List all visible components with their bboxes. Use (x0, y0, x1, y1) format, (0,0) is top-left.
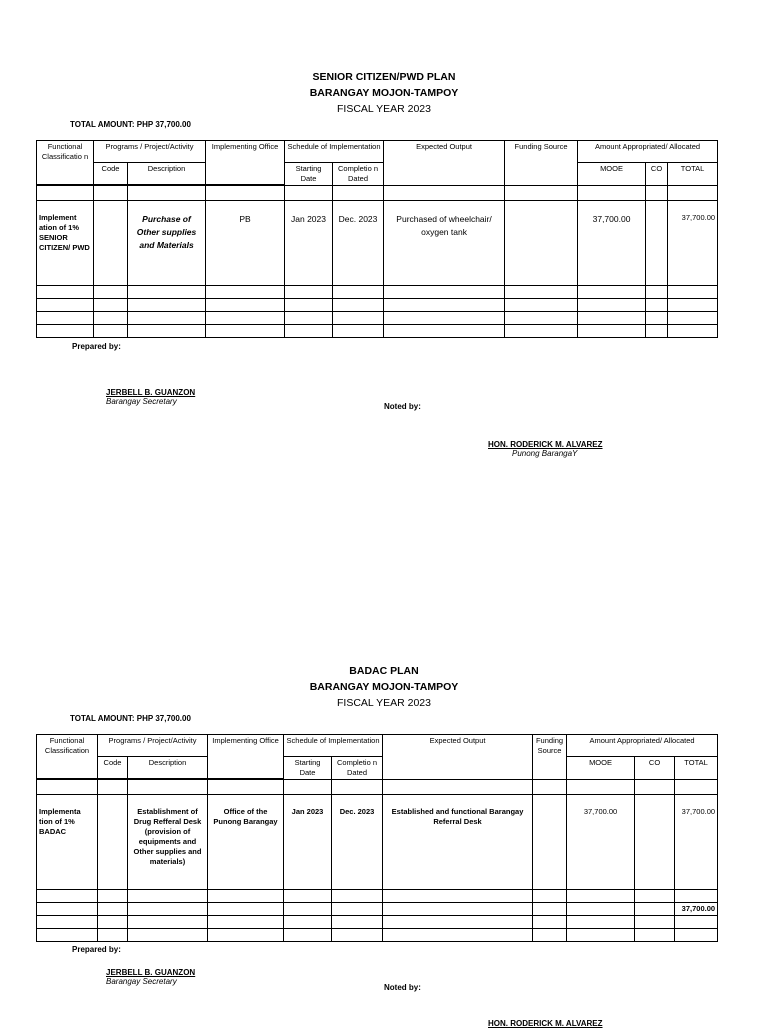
empty-cell (206, 312, 285, 325)
plan-table (36, 140, 718, 338)
row-output: Established and functional Barangay Referral Desk (383, 795, 533, 890)
row-description: Purchase of Other supplies and Materials (128, 201, 206, 286)
row-office: PB (206, 201, 285, 286)
empty-cell (505, 299, 578, 312)
empty-cell (668, 186, 718, 201)
empty-cell (384, 286, 505, 299)
empty-cell (284, 929, 332, 942)
empty-cell (37, 780, 98, 795)
empty-cell (128, 299, 206, 312)
empty-cell (98, 780, 128, 795)
empty-cell (646, 186, 668, 201)
empty-cell (208, 903, 284, 916)
empty-cell (94, 312, 128, 325)
preparer-title: Barangay Secretary (106, 977, 177, 986)
row-funding (505, 201, 578, 286)
empty-cell (383, 780, 533, 795)
row-co (635, 795, 675, 890)
row-funding (533, 795, 567, 890)
empty-cell (284, 903, 332, 916)
empty-cell (98, 916, 128, 929)
empty-cell (332, 780, 383, 795)
empty-cell (285, 299, 333, 312)
header-total: TOTAL (668, 163, 718, 186)
row-total: 37,700.00 (675, 795, 718, 890)
empty-cell (383, 929, 533, 942)
empty-cell (646, 325, 668, 338)
table-row (37, 201, 718, 286)
empty-cell (384, 299, 505, 312)
noter-name: HON. RODERICK M. ALVAREZ (488, 1019, 603, 1028)
empty-cell (208, 780, 284, 795)
empty-cell (285, 186, 333, 201)
empty-cell (128, 325, 206, 338)
header-mooe: MOOE (578, 163, 646, 186)
row-code (94, 201, 128, 286)
preparer-name: JERBELL B. GUANZON (106, 968, 196, 977)
empty-cell (128, 186, 206, 201)
prepared-by-label: Prepared by: (72, 342, 121, 351)
empty-cell (567, 916, 635, 929)
empty-cell (578, 286, 646, 299)
empty-cell (332, 890, 383, 903)
empty-cell (668, 325, 718, 338)
empty-cell (333, 186, 384, 201)
empty-cell (533, 929, 567, 942)
row-co (646, 201, 668, 286)
empty-cell (333, 312, 384, 325)
empty-cell (567, 890, 635, 903)
empty-cell (646, 286, 668, 299)
preparer-name: JERBELL B. GUANZON (106, 388, 196, 397)
empty-cell (333, 325, 384, 338)
header-code: Code (94, 163, 128, 185)
empty-cell (284, 780, 332, 795)
header-starting: Starting Date (284, 757, 332, 780)
empty-cell (384, 325, 505, 338)
row-code (98, 795, 128, 890)
empty-cell (128, 312, 206, 325)
empty-cell (208, 916, 284, 929)
header-mooe: MOOE (567, 757, 635, 780)
empty-cell (37, 929, 98, 942)
empty-cell (567, 929, 635, 942)
prepared-by-label: Prepared by: (72, 945, 121, 954)
noter-name: HON. RODERICK M. ALVAREZ (488, 440, 603, 449)
total-amount: TOTAL AMOUNT: PHP 37,700.00 (70, 120, 191, 129)
header-total: TOTAL (675, 757, 718, 780)
row-total: 37,700.00 (668, 201, 718, 286)
header-co: CO (646, 163, 668, 186)
empty-cell (37, 903, 98, 916)
plan-title: SENIOR CITIZEN/PWD PLAN BARANGAY MOJON-TAMPOY FISCAL YEAR 2023 (309, 71, 459, 115)
row-office: Office of the Punong Barangay (208, 795, 284, 890)
preparer-signature (106, 388, 195, 406)
header-code: Code (98, 757, 128, 779)
empty-cell (635, 780, 675, 795)
empty-cell (533, 890, 567, 903)
empty-cell (128, 286, 206, 299)
row-description: Establishment of Drug Refferal Desk (provision of equipments and Other supplies and materials) (128, 795, 208, 890)
header-expected: Expected Output (384, 141, 505, 186)
empty-cell (578, 186, 646, 201)
noter-signature (488, 440, 603, 458)
empty-cell (578, 325, 646, 338)
preparer-signature (106, 968, 195, 986)
empty-cell (646, 299, 668, 312)
empty-cell (128, 890, 208, 903)
badac-plan-section (0, 595, 768, 1028)
empty-cell (384, 312, 505, 325)
empty-cell (128, 903, 208, 916)
empty-cell (128, 780, 208, 795)
empty-cell (675, 929, 718, 942)
empty-cell (37, 286, 94, 299)
plan-table (36, 734, 718, 942)
empty-cell (37, 916, 98, 929)
empty-cell (332, 929, 383, 942)
header-description: Description (128, 757, 208, 779)
empty-cell (635, 890, 675, 903)
empty-cell (675, 780, 718, 795)
header-amount: Amount Appropriated/ Allocated (578, 141, 718, 163)
header-implementing: Implementing Office (208, 735, 284, 779)
empty-cell (128, 916, 208, 929)
empty-cell (533, 903, 567, 916)
row-mooe: 37,700.00 (567, 795, 635, 890)
empty-cell (635, 903, 675, 916)
empty-cell (128, 929, 208, 942)
empty-cell (37, 890, 98, 903)
empty-cell (284, 890, 332, 903)
empty-cell (332, 903, 383, 916)
empty-cell (567, 903, 635, 916)
preparer-title: Barangay Secretary (106, 397, 177, 406)
header-completion: Completio n Dated (332, 757, 383, 780)
empty-cell (98, 929, 128, 942)
grand-total: 37,700.00 (675, 903, 718, 916)
header-amount: Amount Appropriated/ Allocated (567, 735, 718, 757)
header-co: CO (635, 757, 675, 780)
row-functional: Implementa tion of 1% BADAC (37, 795, 98, 890)
empty-cell (206, 286, 285, 299)
row-mooe: 37,700.00 (578, 201, 646, 286)
empty-cell (578, 312, 646, 325)
empty-cell (675, 890, 718, 903)
empty-cell (37, 299, 94, 312)
empty-cell (37, 325, 94, 338)
header-description: Description (128, 163, 206, 185)
empty-cell (635, 916, 675, 929)
empty-cell (646, 312, 668, 325)
empty-cell (505, 325, 578, 338)
header-funding: Funding Source (533, 735, 567, 780)
header-schedule: Schedule of Implementation (284, 735, 383, 757)
row-end: Dec. 2023 (332, 795, 383, 890)
header-functional: Functional Classification (37, 735, 98, 779)
empty-cell (206, 325, 285, 338)
noted-by-label: Noted by: (384, 402, 421, 411)
empty-cell (578, 299, 646, 312)
empty-cell (505, 286, 578, 299)
empty-cell (208, 929, 284, 942)
empty-cell (37, 312, 94, 325)
empty-cell (567, 780, 635, 795)
empty-cell (94, 299, 128, 312)
noter-title: Punong BarangaY (512, 449, 578, 458)
header-schedule: Schedule of Implementation (285, 141, 384, 163)
empty-cell (208, 890, 284, 903)
table-row (37, 795, 718, 890)
empty-cell (94, 325, 128, 338)
empty-cell (284, 916, 332, 929)
noted-by-label: Noted by: (384, 983, 421, 992)
header-programs: Programs / Project/Activity (98, 735, 208, 757)
row-functional: Implement ation of 1% SENIOR CITIZEN/ PWD (37, 201, 94, 286)
empty-cell (533, 916, 567, 929)
empty-cell (383, 916, 533, 929)
empty-cell (384, 186, 505, 201)
header-programs: Programs / Project/Activity (94, 141, 206, 163)
header-starting: Starting Date (285, 163, 333, 186)
header-completion: Completio n Dated (333, 163, 384, 186)
empty-cell (285, 312, 333, 325)
empty-cell (285, 286, 333, 299)
header-funding: Funding Source (505, 141, 578, 186)
empty-cell (675, 916, 718, 929)
empty-cell (505, 186, 578, 201)
empty-cell (285, 325, 333, 338)
row-end: Dec. 2023 (333, 201, 384, 286)
row-start: Jan 2023 (284, 795, 332, 890)
empty-cell (206, 299, 285, 312)
empty-cell (505, 312, 578, 325)
empty-cell (383, 903, 533, 916)
empty-cell (94, 186, 128, 201)
empty-cell (206, 186, 285, 201)
empty-cell (333, 286, 384, 299)
grand-total (668, 286, 718, 299)
empty-cell (383, 890, 533, 903)
empty-cell (635, 929, 675, 942)
row-start: Jan 2023 (285, 201, 333, 286)
row-output: Purchased of wheelchair/ oxygen tank (384, 201, 505, 286)
empty-cell (668, 299, 718, 312)
plan-title: BADAC PLAN BARANGAY MOJON-TAMPOY FISCAL YEAR 2023 (309, 665, 459, 709)
header-functional: Functional Classificatio n (37, 141, 94, 185)
empty-cell (98, 890, 128, 903)
empty-cell (98, 903, 128, 916)
empty-cell (332, 916, 383, 929)
header-expected: Expected Output (383, 735, 533, 780)
empty-cell (668, 312, 718, 325)
header-implementing: Implementing Office (206, 141, 285, 185)
empty-cell (333, 299, 384, 312)
total-amount: TOTAL AMOUNT: PHP 37,700.00 (70, 714, 191, 723)
empty-cell (94, 286, 128, 299)
empty-cell (533, 780, 567, 795)
empty-cell (37, 186, 94, 201)
